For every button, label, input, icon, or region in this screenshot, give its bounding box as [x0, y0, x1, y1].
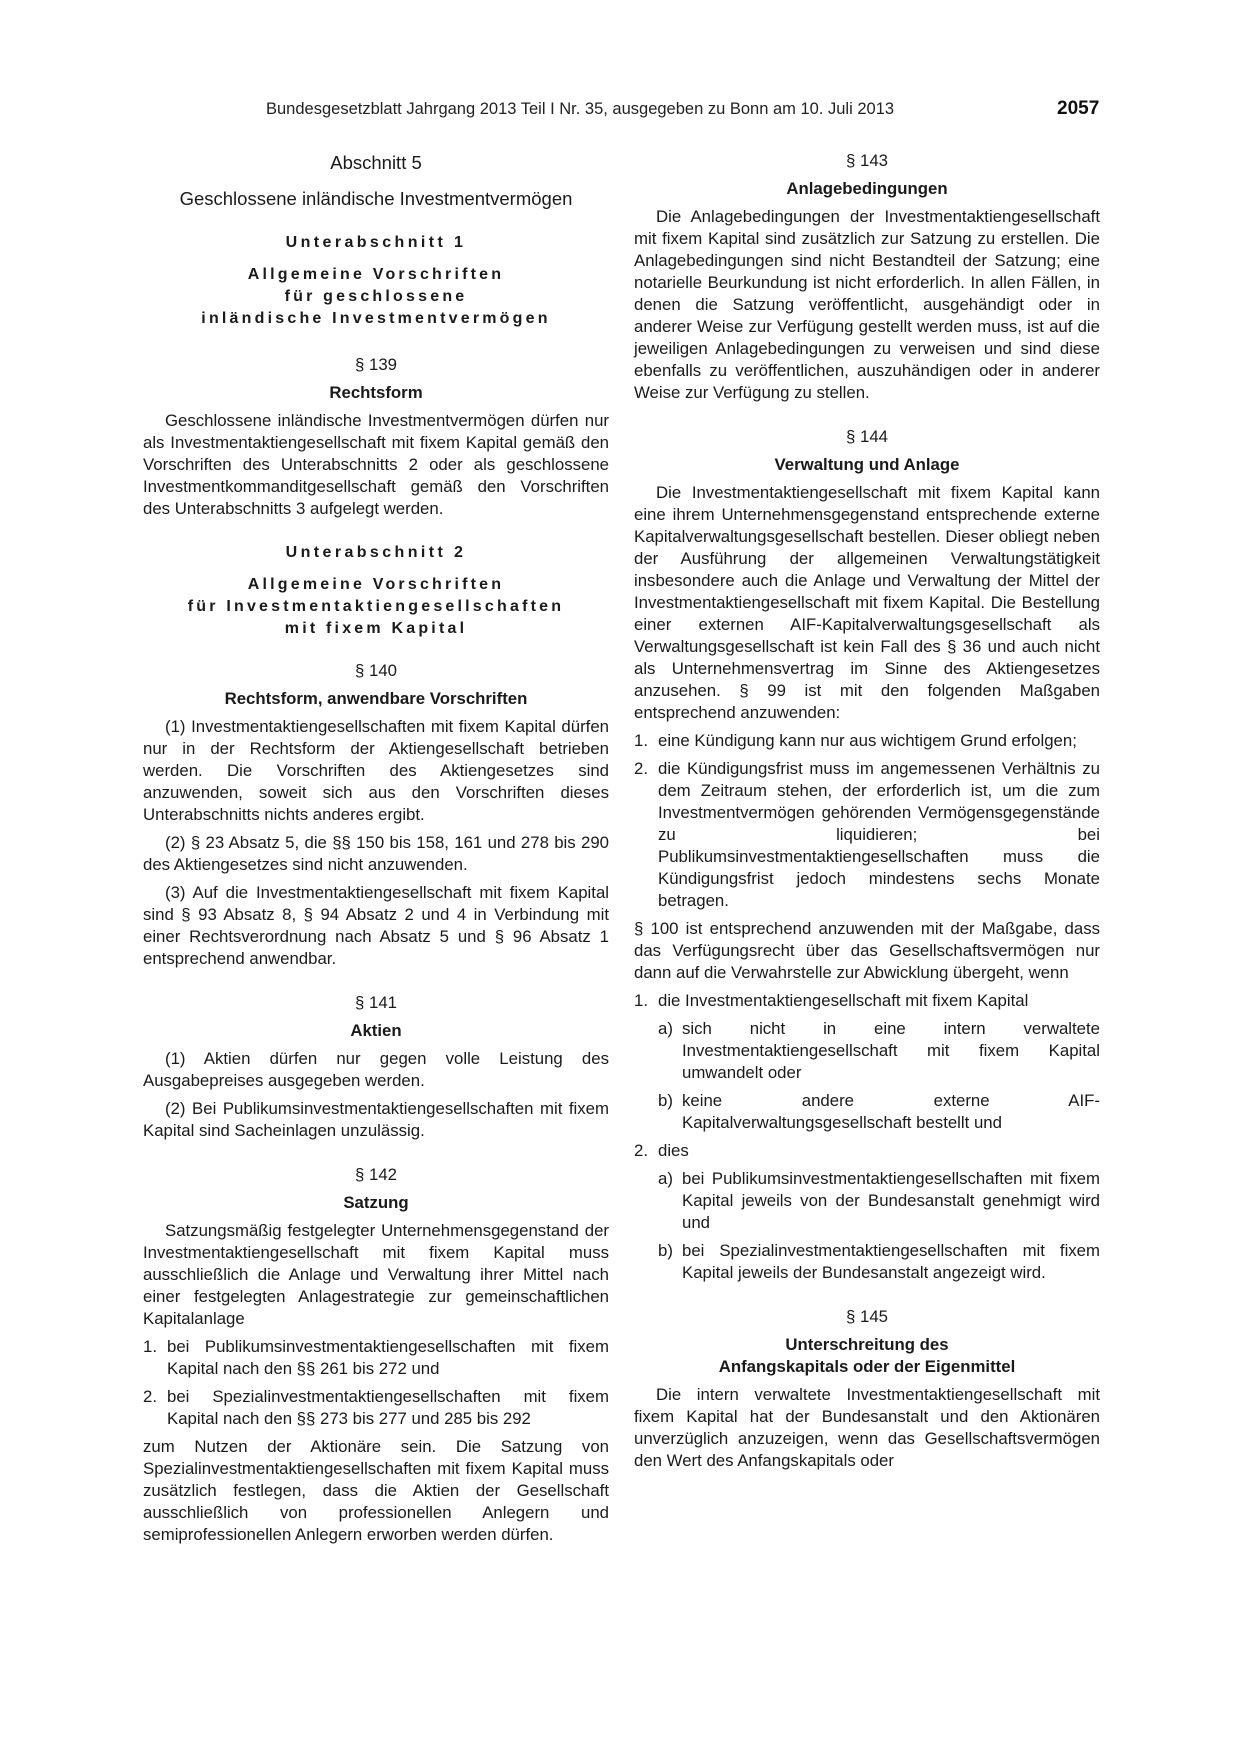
paragraph-144-number: § 144 — [846, 427, 888, 446]
sub-list-item-text: bei Spezialinvestmentaktiengesellschaften mit fixem Kapital jeweils der Bundesanstalt angezeigt wird. — [682, 1241, 1100, 1282]
paragraph-139-number: § 139 — [355, 355, 397, 374]
paragraph-143-title: Anlagebedingungen — [786, 179, 948, 198]
list-item-text: bei Publikumsinvestmentaktiengesellschaften mit fixem Kapital nach den §§ 261 bis 272 und — [167, 1337, 609, 1378]
sub-list-item-text: bei Publikumsinvestmentaktiengesellschaften mit fixem Kapital jeweils von der Bundesanstalt genehmigt wird und — [682, 1169, 1100, 1232]
paragraph-140-number: § 140 — [355, 661, 397, 680]
list-item — [634, 1140, 1100, 1162]
left-column — [143, 150, 609, 1546]
list-item-number: 2. — [634, 759, 648, 778]
paragraph-141-title: Aktien — [350, 1021, 402, 1040]
list-item-number: 1. — [143, 1337, 157, 1356]
sub-list-item — [634, 1168, 1100, 1234]
paragraph-144-mid: § 100 ist entsprechend anzuwenden mit der Maßgabe, dass das Verfügungsrecht über das Gesellschaftsvermögen nur dann auf die Verwahrstelle zur Abwicklung übergeht, wenn — [634, 919, 1100, 982]
paragraph-145-title-line: Unterschreitung des — [785, 1335, 949, 1354]
paragraph-142-number: § 142 — [355, 1165, 397, 1184]
subsection-1-number: Unterabschnitt 1 — [285, 234, 467, 251]
sub-list-item-text: keine andere externe AIF-Kapitalverwaltungsgesellschaft bestellt und — [682, 1091, 1100, 1132]
list-item-text: eine Kündigung kann nur aus wichtigem Grund erfolgen; — [658, 731, 1077, 750]
page-header — [0, 100, 1241, 126]
section-title: Geschlossene inländische Investmentvermögen — [179, 188, 573, 209]
paragraph-141-abs-2: (2) Bei Publikumsinvestmentaktiengesellschaften mit fixem Kapital sind Sacheinlagen unzulässig. — [143, 1099, 609, 1140]
list-item — [634, 730, 1100, 752]
paragraph-140-title: Rechtsform, anwendbare Vorschriften — [224, 689, 528, 708]
list-item-text: bei Spezialinvestmentaktiengesellschaften mit fixem Kapital nach den §§ 273 bis 277 und 285 bis 292 — [167, 1387, 609, 1428]
right-column — [634, 150, 1100, 1472]
subsection-2-number: Unterabschnitt 2 — [285, 544, 467, 561]
section-number: Abschnitt 5 — [330, 152, 422, 173]
running-title: Bundesgesetzblatt Jahrgang 2013 Teil I Nr. 35, ausgegeben zu Bonn am 10. Juli 2013 — [266, 100, 895, 118]
paragraph-140-abs-2: (2) § 23 Absatz 5, die §§ 150 bis 158, 161 und 278 bis 290 des Aktiengesetzes sind nicht anzuwenden. — [143, 833, 609, 874]
sub-list-item-letter: b) — [658, 1241, 673, 1260]
list-item-text: die Investmentaktiengesellschaft mit fixem Kapital — [658, 991, 1029, 1010]
list-item-number: 2. — [634, 1141, 648, 1160]
subsection-2-title-line: Allgemeine Vorschriften — [247, 576, 505, 593]
sub-list-item-letter: b) — [658, 1091, 673, 1110]
paragraph-139-text: Geschlossene inländische Investmentvermögen dürfen nur als Investmentaktiengesellschaft mit fixem Kapital gemäß den Vorschriften des Unterabschnitts 2 oder als geschlossene Investmentkommanditgesellschaft gemäß den Vorschriften des Unterabschnitts 3 aufgelegt werden. — [143, 411, 609, 518]
paragraph-145-text: Die intern verwaltete Investmentaktiengesellschaft mit fixem Kapital hat der Bundesanstalt und den Aktionären unverzüglich anzuzeigen, wenn das Gesellschaftsvermögen den Wert des Anfangskapitals oder — [634, 1385, 1100, 1470]
sub-list-item-letter: a) — [658, 1019, 673, 1038]
list-item-text: dies — [658, 1141, 689, 1160]
subsection-2-title — [143, 574, 609, 640]
paragraph-143-number: § 143 — [846, 151, 888, 170]
sub-list-item — [634, 1090, 1100, 1134]
paragraph-145-title-line: Anfangskapitals oder der Eigenmittel — [718, 1357, 1016, 1376]
paragraph-139-title: Rechtsform — [329, 383, 423, 402]
paragraph-141-abs-1: (1) Aktien dürfen nur gegen volle Leistung des Ausgabepreises ausgegeben werden. — [143, 1049, 609, 1090]
list-item — [143, 1386, 609, 1430]
subsection-1-title — [143, 264, 609, 330]
paragraph-145-number: § 145 — [846, 1307, 888, 1326]
paragraph-142-title: Satzung — [343, 1193, 409, 1212]
sub-list-item-text: sich nicht in eine intern verwaltete Investmentaktiengesellschaft mit fixem Kapital umwandelt oder — [682, 1019, 1100, 1082]
paragraph-143-text: Die Anlagebedingungen der Investmentaktiengesellschaft mit fixem Kapital sind zusätzlich zur Satzung zu erstellen. Die Anlagebedingungen sind nicht Bestandteil der Satzung; eine notarielle Beurkundung ist nicht erforderlich. In allen Fällen, in denen die Satzung veröffentlicht, ausgehändigt oder in anderer Weise zur Verfügung gestellt werden muss, ist auf die jeweiligen Anlagebedingungen zu verweisen und sind diese ebenfalls zu veröffentlichen, auszuhändigen oder in anderer Weise zur Verfügung zu stellen. — [634, 207, 1100, 402]
list-item-number: 1. — [634, 991, 648, 1010]
list-item-number: 1. — [634, 731, 648, 750]
list-item — [143, 1336, 609, 1380]
sub-list-item — [634, 1018, 1100, 1084]
list-item — [634, 990, 1100, 1012]
paragraph-141-number: § 141 — [355, 993, 397, 1012]
subsection-2-title-line: für Investmentaktiengesellschaften — [187, 598, 565, 615]
sub-list-item-letter: a) — [658, 1169, 673, 1188]
page-number: 2057 — [1057, 98, 1100, 119]
paragraph-142-intro: Satzungsmäßig festgelegter Unternehmensgegenstand der Investmentaktiengesellschaft mit fixem Kapital muss ausschließlich die Anlage und Verwaltung ihrer Mittel nach einer festgelegten Anlagestrategie zur gemeinschaftlichen Kapitalanlage — [143, 1221, 609, 1328]
paragraph-140-abs-1: (1) Investmentaktiengesellschaften mit fixem Kapital dürfen nur in der Rechtsform der Aktiengesellschaft betrieben werden. Die Vorschriften des Aktiengesetzes sind anzuwenden, soweit sich aus den Vorschriften dieses Unterabschnitts nichts anderes ergibt. — [143, 717, 609, 824]
list-item — [634, 758, 1100, 912]
subsection-1-title-line: inländische Investmentvermögen — [201, 310, 551, 327]
paragraph-142-outro: zum Nutzen der Aktionäre sein. Die Satzung von Spezialinvestmentaktiengesellschaften mit fixem Kapital muss zusätzlich festlegen, dass die Aktien der Gesellschaft ausschließlich von professionellen Anlegern und semiprofessionellen Anlegern erworben werden dürfen. — [143, 1437, 609, 1544]
list-item-text: die Kündigungsfrist muss im angemessenen Verhältnis zu dem Zeitraum stehen, der erforderlich ist, um die zum Investmentvermögen gehörenden Vermögensgegenstände zu liquidieren; bei Publikumsinvestmentaktiengesellschaften muss die Kündigungsfrist jedoch mindestens sechs Monate betragen. — [658, 759, 1100, 910]
paragraph-144-intro: Die Investmentaktiengesellschaft mit fixem Kapital kann eine ihrem Unternehmensgegenstand entsprechende externe Kapitalverwaltungsgesellschaft bestellen. Dieser obliegt neben der Ausführung der allgemeinen Verwaltungstätigkeit insbesondere auch die Anlage und Verwaltung der Mittel der Investmentaktiengesellschaft mit fixem Kapital. Die Bestellung einer externen AIF-Kapitalverwaltungsgesellschaft als Verwaltungsgesellschaft ist kein Fall des § 36 und auch nicht als Unternehmensvertrag im Sinne des Aktiengesetzes anzusehen. § 99 ist mit den folgenden Maßgaben entsprechend anzuwenden: — [634, 483, 1100, 722]
paragraph-140-abs-3: (3) Auf die Investmentaktiengesellschaft mit fixem Kapital sind § 93 Absatz 8, § 94 Absatz 2 und 4 in Verbindung mit einer Rechtsverordnung nach Absatz 5 und § 96 Absatz 1 entsprechend anwendbar. — [143, 883, 609, 968]
paragraph-144-title: Verwaltung und Anlage — [774, 455, 960, 474]
sub-list-item — [634, 1240, 1100, 1284]
subsection-1-title-line: Allgemeine Vorschriften — [247, 266, 505, 283]
list-item-number: 2. — [143, 1387, 157, 1406]
paragraph-145-title — [634, 1334, 1100, 1378]
subsection-1-title-line: für geschlossene — [284, 288, 468, 305]
subsection-2-title-line: mit fixem Kapital — [284, 620, 468, 637]
